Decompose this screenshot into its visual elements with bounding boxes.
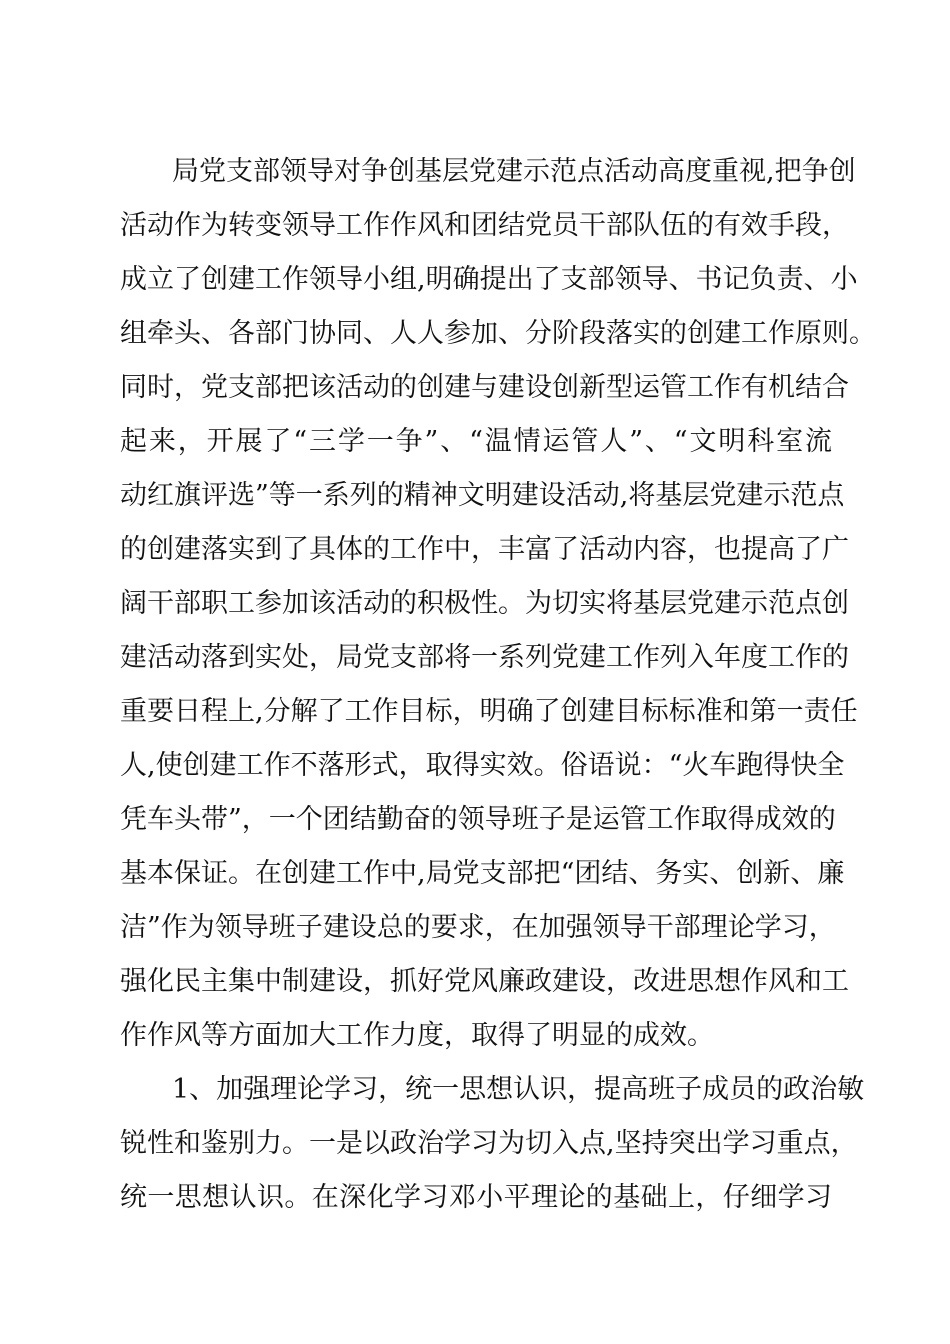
paragraph-2-line-3: 统一思想认识。在深化学习邓小平理论的基础上，仔细学习 [120,1182,832,1213]
paragraph-1-line-6: 起来，开展了“三学一争”、“温情运管人”、“文明科室流 [120,426,832,457]
paragraph-1-line-8: 的创建落实到了具体的工作中，丰富了活动内容，也提高了广 [120,534,849,565]
paragraph-1-line-1: 局党支部领导对争创基层党建示范点活动高度重视,把争创 [172,156,856,187]
paragraph-1-line-4: 组牵头、各部门协同、人人参加、分阶段落实的创建工作原则。 [120,318,876,349]
paragraph-1-line-17: 作作风等方面加大工作力度，取得了明显的成效。 [120,1020,714,1051]
paragraph-1-line-5: 同时，党支部把该活动的创建与建设创新型运管工作有机结合 [120,372,849,403]
paragraph-1-line-15: 洁”作为领导班子建设总的要求，在加强领导干部理论学习， [120,912,836,943]
paragraph-2-line-1: 1、加强理论学习，统一思想认识，提高班子成员的政治敏 [172,1074,865,1105]
paragraph-1-line-11: 重要日程上,分解了工作目标，明确了创建目标标准和第一责任 [120,696,858,727]
paragraph-1-line-12: 人,使创建工作不落形式，取得实效。俗语说：“火车跑得快全 [120,750,845,781]
paragraph-1-line-9: 阔干部职工参加该活动的积极性。为切实将基层党建示范点创 [120,588,849,619]
paragraph-1-line-14: 基本保证。在创建工作中,局党支部把“团结、务实、创新、廉 [120,858,845,889]
paragraph-1-line-2: 活动作为转变领导工作作风和团结党员干部队伍的有效手段， [120,210,849,241]
paragraph-1-line-7: 动红旗评选”等一系列的精神文明建设活动,将基层党建示范点 [120,480,845,511]
paragraph-1-line-16: 强化民主集中制建设，抓好党风廉政建设，改进思想作风和工 [120,966,849,997]
paragraph-1-line-3: 成立了创建工作领导小组,明确提出了支部领导、书记负责、小 [120,264,858,295]
paragraph-1-line-10: 建活动落到实处，局党支部将一系列党建工作列入年度工作的 [120,642,849,673]
paragraph-1-line-13: 凭车头带”，一个团结勤奋的领导班子是运管工作取得成效的 [120,804,836,835]
paragraph-2-line-2: 锐性和鉴别力。一是以政治学习为切入点,坚持突出学习重点， [120,1128,858,1159]
